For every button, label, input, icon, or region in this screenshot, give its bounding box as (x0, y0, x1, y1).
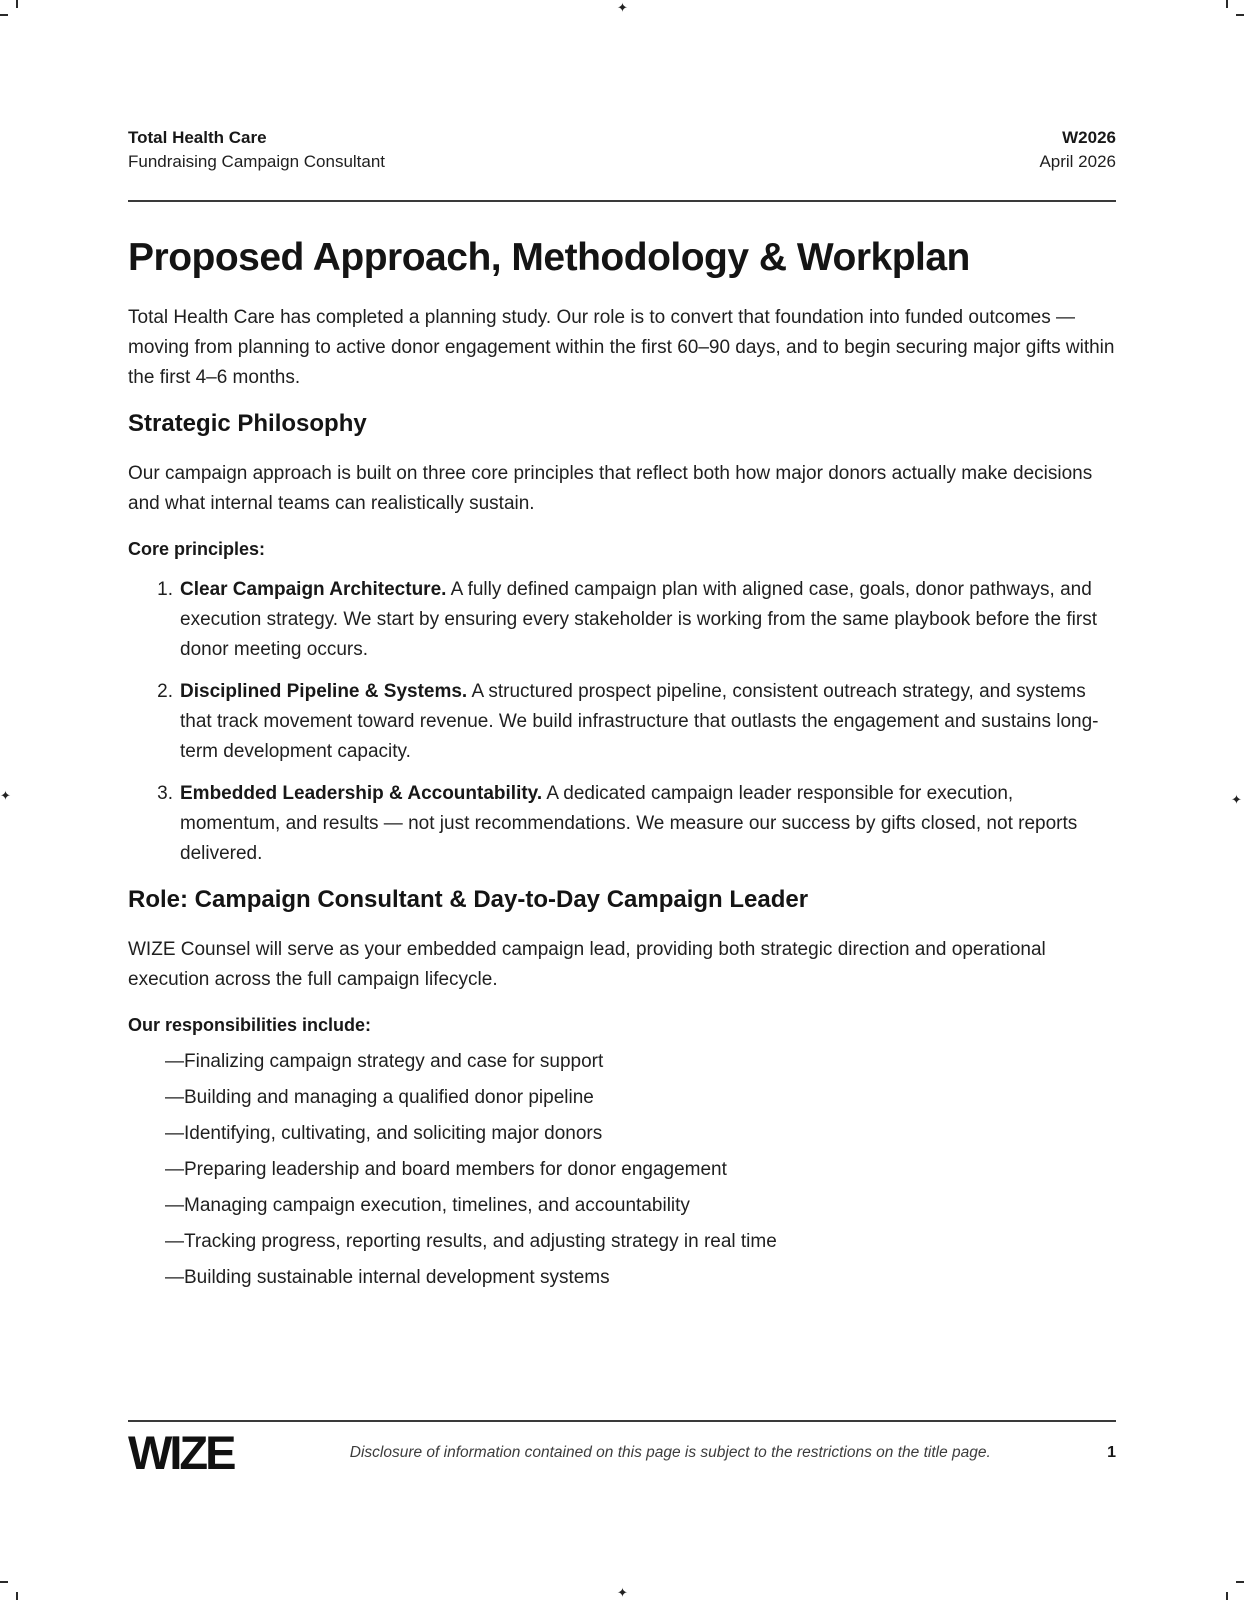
list-item-text: A fully defined campaign plan with aligned case, goals, donor pathways, and execution strategy. We start by ensuring every stakeholder is working from the same playbook before the first donor meeting occurs. (180, 579, 1098, 660)
list-item-body (180, 677, 1116, 767)
list-item-text: A dedicated campaign leader responsible for execution, momentum, and results — not just recommendations. We measure our success by gifts closed, not reports delivered. (180, 783, 1078, 864)
list-item: —Building sustainable internal development systems (165, 1267, 610, 1288)
list-item (128, 779, 1116, 869)
list-item: —Finalizing campaign strategy and case for support (165, 1051, 604, 1072)
crop-mark-top-right-vertical (1226, 0, 1228, 8)
core-principles-label: Core principles: (128, 539, 266, 559)
crop-mark-top-right-horizontal (1236, 14, 1244, 16)
page-title: Proposed Approach, Methodology & Workplan (128, 236, 970, 279)
client-name: Total Health Care (128, 128, 267, 147)
header-left (128, 126, 385, 174)
list-item-title: Clear Campaign Architecture. (180, 579, 447, 600)
engagement-title: Fundraising Campaign Consultant (128, 152, 386, 171)
list-item-body (180, 779, 1116, 869)
document-date: April 2026 (1039, 152, 1116, 171)
registration-star-icon: ✦ (1231, 792, 1242, 807)
wize-logo: WIZE (128, 1426, 234, 1479)
list-item-text: A structured prospect pipeline, consistent outreach strategy, and systems that track movement toward revenue. We build infrastructure that outlasts the engagement and sustains long-term development capacity. (180, 681, 1099, 762)
section-heading-strategic-philosophy: Strategic Philosophy (128, 410, 367, 437)
registration-star-icon: ✦ (617, 1585, 628, 1600)
registration-star-icon: ✦ (617, 0, 628, 15)
registration-star-icon: ✦ (0, 788, 11, 803)
responsibilities-list (128, 1048, 1116, 1291)
disclosure-text: Disclosure of information contained on this page is subject to the restrictions on the title page. (349, 1444, 991, 1461)
list-item: —Preparing leadership and board members for donor engagement (165, 1159, 727, 1180)
crop-mark-bottom-right-vertical (1226, 1592, 1228, 1600)
list-item (128, 575, 1116, 665)
list-item: —Managing campaign execution, timelines, and accountability (165, 1195, 690, 1216)
list-item-number: 3. (157, 783, 173, 804)
document-header (128, 0, 1116, 174)
list-item: —Building and managing a qualified donor pipeline (165, 1087, 594, 1108)
crop-mark-bottom-right-horizontal (1236, 1581, 1244, 1583)
header-right (1039, 126, 1116, 174)
strategic-paragraph: Our campaign approach is built on three core principles that reflect both how major donors actually make decisions and what internal teams can realistically sustain. (128, 463, 1093, 514)
document-code: W2026 (1062, 128, 1116, 147)
role-paragraph: WIZE Counsel will serve as your embedded campaign lead, providing both strategic direction and operational execution across the full campaign lifecycle. (128, 939, 1046, 990)
list-item-title: Embedded Leadership & Accountability. (180, 783, 543, 804)
list-item-body (180, 575, 1116, 665)
intro-paragraph: Total Health Care has completed a planning study. Our role is to convert that foundation into funded outcomes — moving from planning to active donor engagement within the first 60–90 days, and to begin securing major gifts within the first 4–6 months. (128, 307, 1115, 388)
list-item: —Identifying, cultivating, and soliciting major donors (165, 1123, 603, 1144)
responsibilities-label: Our responsibilities include: (128, 1015, 372, 1035)
core-principles-list (128, 575, 1116, 869)
list-item-number: 1. (157, 579, 173, 600)
section-heading-role: Role: Campaign Consultant & Day-to-Day Campaign Leader (128, 886, 809, 913)
crop-mark-bottom-left-horizontal (0, 1581, 8, 1583)
footer-divider (128, 1420, 1116, 1422)
document-footer (128, 1428, 1116, 1478)
list-item-number: 2. (157, 681, 173, 702)
list-item: —Tracking progress, reporting results, and adjusting strategy in real time (165, 1231, 777, 1252)
page-number: 1 (1107, 1444, 1116, 1461)
crop-mark-top-left-vertical (16, 0, 18, 8)
crop-mark-bottom-left-vertical (16, 1592, 18, 1600)
crop-mark-top-left-horizontal (0, 14, 8, 16)
list-item (128, 677, 1116, 767)
header-divider (128, 200, 1116, 202)
list-item-title: Disciplined Pipeline & Systems. (180, 681, 468, 702)
